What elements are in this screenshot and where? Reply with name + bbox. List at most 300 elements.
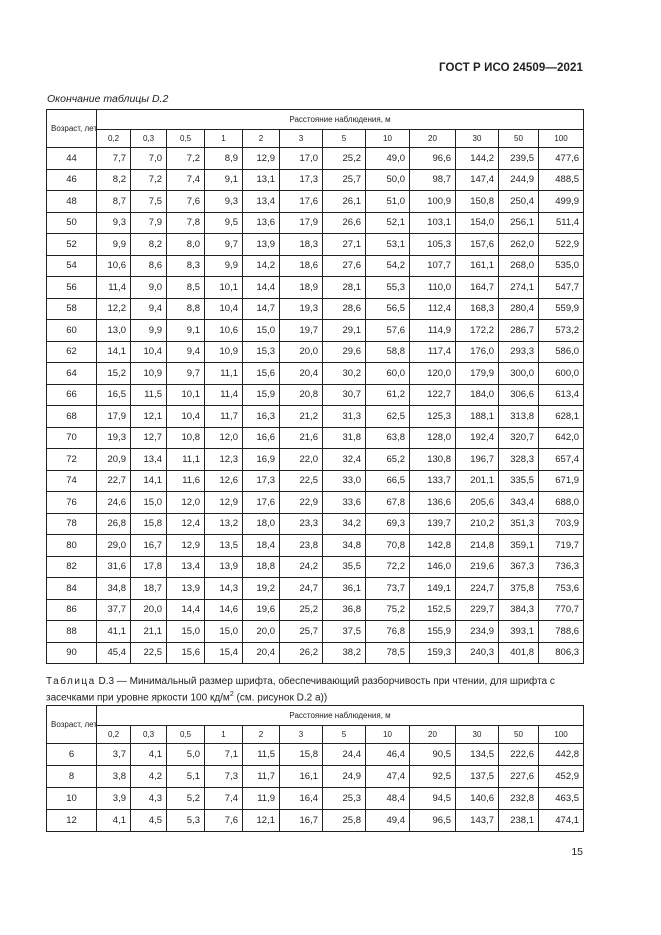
value-cell: 14,7 — [243, 298, 280, 320]
value-cell: 300,0 — [499, 363, 539, 385]
value-cell: 33,6 — [323, 492, 366, 514]
table-row — [47, 599, 584, 621]
value-cell: 50,0 — [366, 169, 410, 191]
value-cell: 29,6 — [323, 341, 366, 363]
value-cell: 9,0 — [131, 277, 167, 299]
value-cell: 49,4 — [366, 810, 410, 832]
value-cell: 9,5 — [205, 212, 243, 234]
value-cell: 7,6 — [205, 810, 243, 832]
value-cell: 17,8 — [131, 556, 167, 578]
value-cell: 161,1 — [456, 255, 499, 277]
value-cell: 58,8 — [366, 341, 410, 363]
value-cell: 26,1 — [323, 191, 366, 213]
value-cell: 9,4 — [131, 298, 167, 320]
value-cell: 18,6 — [280, 255, 323, 277]
value-cell: 657,4 — [539, 449, 584, 471]
value-cell: 55,3 — [366, 277, 410, 299]
value-cell: 25,7 — [323, 169, 366, 191]
distance-column-header: 2 — [243, 726, 280, 744]
age-cell: 6 — [47, 744, 97, 766]
table-d3 — [46, 705, 584, 832]
value-cell: 286,7 — [499, 320, 539, 342]
value-cell: 17,3 — [280, 169, 323, 191]
value-cell: 31,8 — [323, 427, 366, 449]
value-cell: 5,2 — [167, 788, 205, 810]
table-continuation-title: Окончание таблицы D.2 — [47, 93, 169, 105]
value-cell: 547,7 — [539, 277, 584, 299]
distance-column-header: 20 — [410, 726, 456, 744]
table-row — [47, 470, 584, 492]
table-row — [47, 255, 584, 277]
value-cell: 196,7 — [456, 449, 499, 471]
value-cell: 15,3 — [243, 341, 280, 363]
value-cell: 3,9 — [97, 788, 131, 810]
value-cell: 14,1 — [131, 470, 167, 492]
value-cell: 66,5 — [366, 470, 410, 492]
value-cell: 15,0 — [131, 492, 167, 514]
value-cell: 20,4 — [280, 363, 323, 385]
value-cell: 244,9 — [499, 169, 539, 191]
value-cell: 10,4 — [167, 406, 205, 428]
value-cell: 328,3 — [499, 449, 539, 471]
caption-label: Таблица — [46, 676, 96, 687]
value-cell: 15,6 — [243, 363, 280, 385]
value-cell: 15,6 — [167, 642, 205, 664]
value-cell: 13,9 — [205, 556, 243, 578]
distance-column-header: 0,3 — [131, 130, 167, 148]
value-cell: 14,1 — [97, 341, 131, 363]
value-cell: 201,1 — [456, 470, 499, 492]
value-cell: 29,0 — [97, 535, 131, 557]
table-row — [47, 766, 584, 788]
value-cell: 144,2 — [456, 148, 499, 170]
distance-column-header: 3 — [280, 130, 323, 148]
value-cell: 179,9 — [456, 363, 499, 385]
distance-column-header: 50 — [499, 130, 539, 148]
value-cell: 12,9 — [243, 148, 280, 170]
value-cell: 9,1 — [205, 169, 243, 191]
table-row — [47, 535, 584, 557]
value-cell: 9,1 — [167, 320, 205, 342]
value-cell: 10,4 — [131, 341, 167, 363]
value-cell: 56,5 — [366, 298, 410, 320]
table-d3-caption — [46, 675, 586, 704]
value-cell: 25,8 — [323, 810, 366, 832]
value-cell: 28,6 — [323, 298, 366, 320]
age-cell: 82 — [47, 556, 97, 578]
value-cell: 157,6 — [456, 234, 499, 256]
value-cell: 21,6 — [280, 427, 323, 449]
value-cell: 12,2 — [97, 298, 131, 320]
value-cell: 234,9 — [456, 621, 499, 643]
value-cell: 8,8 — [167, 298, 205, 320]
value-cell: 188,1 — [456, 406, 499, 428]
value-cell: 222,6 — [499, 744, 539, 766]
distance-column-header: 0,3 — [131, 726, 167, 744]
value-cell: 63,8 — [366, 427, 410, 449]
value-cell: 13,1 — [243, 169, 280, 191]
value-cell: 7,6 — [167, 191, 205, 213]
value-cell: 19,6 — [243, 599, 280, 621]
value-cell: 37,5 — [323, 621, 366, 643]
value-cell: 18,9 — [280, 277, 323, 299]
value-cell: 24,7 — [280, 578, 323, 600]
value-cell: 96,5 — [410, 810, 456, 832]
page-number: 15 — [571, 846, 583, 858]
value-cell: 14,3 — [205, 578, 243, 600]
value-cell: 29,1 — [323, 320, 366, 342]
value-cell: 25,7 — [280, 621, 323, 643]
value-cell: 22,9 — [280, 492, 323, 514]
table-row — [47, 363, 584, 385]
age-column-header: Возраст, лет — [47, 110, 97, 148]
age-cell: 48 — [47, 191, 97, 213]
value-cell: 11,4 — [205, 384, 243, 406]
value-cell: 7,2 — [131, 169, 167, 191]
value-cell: 8,7 — [97, 191, 131, 213]
value-cell: 120,0 — [410, 363, 456, 385]
value-cell: 147,4 — [456, 169, 499, 191]
value-cell: 19,7 — [280, 320, 323, 342]
value-cell: 17,0 — [280, 148, 323, 170]
age-cell: 80 — [47, 535, 97, 557]
value-cell: 13,5 — [205, 535, 243, 557]
distance-column-header: 1 — [205, 130, 243, 148]
table-row — [47, 556, 584, 578]
age-cell: 88 — [47, 621, 97, 643]
value-cell: 114,9 — [410, 320, 456, 342]
value-cell: 18,0 — [243, 513, 280, 535]
value-cell: 155,9 — [410, 621, 456, 643]
value-cell: 10,1 — [167, 384, 205, 406]
value-cell: 11,7 — [205, 406, 243, 428]
value-cell: 7,7 — [97, 148, 131, 170]
distance-column-header: 10 — [366, 130, 410, 148]
value-cell: 442,8 — [539, 744, 584, 766]
value-cell: 7,1 — [205, 744, 243, 766]
value-cell: 78,5 — [366, 642, 410, 664]
value-cell: 9,9 — [131, 320, 167, 342]
value-cell: 51,0 — [366, 191, 410, 213]
value-cell: 15,0 — [205, 621, 243, 643]
value-cell: 240,3 — [456, 642, 499, 664]
table-row — [47, 341, 584, 363]
value-cell: 25,3 — [323, 788, 366, 810]
value-cell: 13,4 — [243, 191, 280, 213]
value-cell: 9,3 — [97, 212, 131, 234]
value-cell: 343,4 — [499, 492, 539, 514]
value-cell: 227,6 — [499, 766, 539, 788]
value-cell: 11,1 — [167, 449, 205, 471]
value-cell: 36,1 — [323, 578, 366, 600]
value-cell: 474,1 — [539, 810, 584, 832]
value-cell: 788,6 — [539, 621, 584, 643]
value-cell: 137,5 — [456, 766, 499, 788]
value-cell: 14,2 — [243, 255, 280, 277]
value-cell: 250,4 — [499, 191, 539, 213]
value-cell: 70,8 — [366, 535, 410, 557]
age-cell: 86 — [47, 599, 97, 621]
age-cell: 54 — [47, 255, 97, 277]
document-code: ГОСТ Р ИСО 24509—2021 — [438, 62, 583, 74]
value-cell: 12,4 — [167, 513, 205, 535]
value-cell: 69,3 — [366, 513, 410, 535]
value-cell: 488,5 — [539, 169, 584, 191]
value-cell: 7,3 — [205, 766, 243, 788]
value-cell: 28,1 — [323, 277, 366, 299]
age-cell: 90 — [47, 642, 97, 664]
value-cell: 20,0 — [243, 621, 280, 643]
value-cell: 12,6 — [205, 470, 243, 492]
age-cell: 46 — [47, 169, 97, 191]
table-row — [47, 642, 584, 664]
value-cell: 54,2 — [366, 255, 410, 277]
value-cell: 18,4 — [243, 535, 280, 557]
table-row — [47, 449, 584, 471]
value-cell: 139,7 — [410, 513, 456, 535]
value-cell: 7,8 — [167, 212, 205, 234]
value-cell: 172,2 — [456, 320, 499, 342]
value-cell: 48,4 — [366, 788, 410, 810]
table-row — [47, 234, 584, 256]
value-cell: 10,4 — [205, 298, 243, 320]
value-cell: 62,5 — [366, 406, 410, 428]
value-cell: 136,6 — [410, 492, 456, 514]
distance-column-header: 0,5 — [167, 130, 205, 148]
value-cell: 47,4 — [366, 766, 410, 788]
table-row — [47, 406, 584, 428]
value-cell: 27,6 — [323, 255, 366, 277]
value-cell: 753,6 — [539, 578, 584, 600]
value-cell: 4,5 — [131, 810, 167, 832]
value-cell: 31,6 — [97, 556, 131, 578]
value-cell: 25,2 — [280, 599, 323, 621]
value-cell: 61,2 — [366, 384, 410, 406]
age-cell: 60 — [47, 320, 97, 342]
value-cell: 33,0 — [323, 470, 366, 492]
value-cell: 90,5 — [410, 744, 456, 766]
value-cell: 24,4 — [323, 744, 366, 766]
value-cell: 671,9 — [539, 470, 584, 492]
value-cell: 688,0 — [539, 492, 584, 514]
value-cell: 13,4 — [131, 449, 167, 471]
value-cell: 8,2 — [131, 234, 167, 256]
value-cell: 15,0 — [243, 320, 280, 342]
value-cell: 477,6 — [539, 148, 584, 170]
distance-column-header: 0,2 — [97, 726, 131, 744]
value-cell: 17,3 — [243, 470, 280, 492]
value-cell: 4,1 — [131, 744, 167, 766]
age-cell: 52 — [47, 234, 97, 256]
distance-column-header: 20 — [410, 130, 456, 148]
value-cell: 7,2 — [167, 148, 205, 170]
value-cell: 18,3 — [280, 234, 323, 256]
value-cell: 463,5 — [539, 788, 584, 810]
value-cell: 14,4 — [167, 599, 205, 621]
value-cell: 159,3 — [410, 642, 456, 664]
value-cell: 15,8 — [280, 744, 323, 766]
value-cell: 52,1 — [366, 212, 410, 234]
value-cell: 293,3 — [499, 341, 539, 363]
age-cell: 64 — [47, 363, 97, 385]
value-cell: 60,0 — [366, 363, 410, 385]
value-cell: 140,6 — [456, 788, 499, 810]
value-cell: 384,3 — [499, 599, 539, 621]
value-cell: 11,1 — [205, 363, 243, 385]
value-cell: 13,6 — [243, 212, 280, 234]
value-cell: 57,6 — [366, 320, 410, 342]
distance-column-header: 1 — [205, 726, 243, 744]
value-cell: 49,0 — [366, 148, 410, 170]
value-cell: 27,1 — [323, 234, 366, 256]
value-cell: 262,0 — [499, 234, 539, 256]
value-cell: 12,1 — [243, 810, 280, 832]
distance-column-header: 5 — [323, 130, 366, 148]
value-cell: 19,2 — [243, 578, 280, 600]
table-row — [47, 212, 584, 234]
value-cell: 13,2 — [205, 513, 243, 535]
value-cell: 7,4 — [167, 169, 205, 191]
value-cell: 142,8 — [410, 535, 456, 557]
age-cell: 50 — [47, 212, 97, 234]
value-cell: 22,0 — [280, 449, 323, 471]
value-cell: 313,8 — [499, 406, 539, 428]
value-cell: 14,4 — [243, 277, 280, 299]
value-cell: 11,4 — [97, 277, 131, 299]
age-cell: 84 — [47, 578, 97, 600]
value-cell: 110,0 — [410, 277, 456, 299]
table-row — [47, 513, 584, 535]
value-cell: 65,2 — [366, 449, 410, 471]
value-cell: 31,3 — [323, 406, 366, 428]
value-cell: 22,7 — [97, 470, 131, 492]
value-cell: 703,9 — [539, 513, 584, 535]
value-cell: 34,8 — [97, 578, 131, 600]
value-cell: 176,0 — [456, 341, 499, 363]
distance-column-header: 30 — [456, 726, 499, 744]
value-cell: 13,9 — [167, 578, 205, 600]
value-cell: 25,2 — [323, 148, 366, 170]
value-cell: 105,3 — [410, 234, 456, 256]
value-cell: 8,6 — [131, 255, 167, 277]
value-cell: 11,9 — [243, 788, 280, 810]
value-cell: 34,2 — [323, 513, 366, 535]
value-cell: 17,6 — [243, 492, 280, 514]
value-cell: 351,3 — [499, 513, 539, 535]
value-cell: 100,9 — [410, 191, 456, 213]
distance-column-header: 30 — [456, 130, 499, 148]
value-cell: 9,9 — [205, 255, 243, 277]
value-cell: 16,7 — [131, 535, 167, 557]
value-cell: 642,0 — [539, 427, 584, 449]
value-cell: 38,2 — [323, 642, 366, 664]
value-cell: 45,4 — [97, 642, 131, 664]
value-cell: 30,7 — [323, 384, 366, 406]
age-column-header: Возраст, лет — [47, 706, 97, 744]
value-cell: 15,8 — [131, 513, 167, 535]
value-cell: 22,5 — [280, 470, 323, 492]
value-cell: 19,3 — [280, 298, 323, 320]
value-cell: 152,5 — [410, 599, 456, 621]
value-cell: 37,7 — [97, 599, 131, 621]
value-cell: 154,0 — [456, 212, 499, 234]
value-cell: 20,8 — [280, 384, 323, 406]
value-cell: 67,8 — [366, 492, 410, 514]
value-cell: 10,9 — [131, 363, 167, 385]
table-row — [47, 298, 584, 320]
value-cell: 20,9 — [97, 449, 131, 471]
table-row — [47, 148, 584, 170]
table-row — [47, 492, 584, 514]
distance-column-header: 10 — [366, 726, 410, 744]
value-cell: 15,2 — [97, 363, 131, 385]
distance-column-header: 50 — [499, 726, 539, 744]
age-cell: 62 — [47, 341, 97, 363]
caption-number: D.3 — [98, 676, 115, 687]
value-cell: 239,5 — [499, 148, 539, 170]
caption-text: — Минимальный размер шрифта, обеспечивающий разборчивость при чтении, для шрифта с засечками при уровне яркости 100 кд/м — [46, 676, 555, 704]
value-cell: 184,0 — [456, 384, 499, 406]
value-cell: 375,8 — [499, 578, 539, 600]
value-cell: 11,6 — [167, 470, 205, 492]
caption-superscript: 2 — [229, 691, 234, 698]
value-cell: 238,1 — [499, 810, 539, 832]
age-cell: 76 — [47, 492, 97, 514]
age-cell: 44 — [47, 148, 97, 170]
value-cell: 46,4 — [366, 744, 410, 766]
caption-tail: (см. рисунок D.2 а)) — [236, 692, 328, 704]
value-cell: 4,1 — [97, 810, 131, 832]
value-cell: 8,3 — [167, 255, 205, 277]
table-row — [47, 744, 584, 766]
value-cell: 92,5 — [410, 766, 456, 788]
age-cell: 56 — [47, 277, 97, 299]
distance-column-header: 2 — [243, 130, 280, 148]
value-cell: 8,5 — [167, 277, 205, 299]
value-cell: 306,6 — [499, 384, 539, 406]
value-cell: 16,7 — [280, 810, 323, 832]
value-cell: 17,9 — [97, 406, 131, 428]
value-cell: 628,1 — [539, 406, 584, 428]
value-cell: 23,3 — [280, 513, 323, 535]
value-cell: 535,0 — [539, 255, 584, 277]
distance-column-header: 100 — [539, 726, 584, 744]
table-row — [47, 320, 584, 342]
value-cell: 16,9 — [243, 449, 280, 471]
value-cell: 15,0 — [167, 621, 205, 643]
value-cell: 9,9 — [97, 234, 131, 256]
table-row — [47, 169, 584, 191]
value-cell: 122,7 — [410, 384, 456, 406]
value-cell: 107,7 — [410, 255, 456, 277]
value-cell: 75,2 — [366, 599, 410, 621]
value-cell: 5,1 — [167, 766, 205, 788]
age-cell: 78 — [47, 513, 97, 535]
value-cell: 11,5 — [131, 384, 167, 406]
value-cell: 559,9 — [539, 298, 584, 320]
value-cell: 274,1 — [499, 277, 539, 299]
value-cell: 10,6 — [205, 320, 243, 342]
value-cell: 12,7 — [131, 427, 167, 449]
value-cell: 72,2 — [366, 556, 410, 578]
table-row — [47, 384, 584, 406]
value-cell: 18,8 — [243, 556, 280, 578]
value-cell: 806,3 — [539, 642, 584, 664]
value-cell: 335,5 — [499, 470, 539, 492]
value-cell: 11,5 — [243, 744, 280, 766]
value-cell: 112,4 — [410, 298, 456, 320]
table-row — [47, 191, 584, 213]
